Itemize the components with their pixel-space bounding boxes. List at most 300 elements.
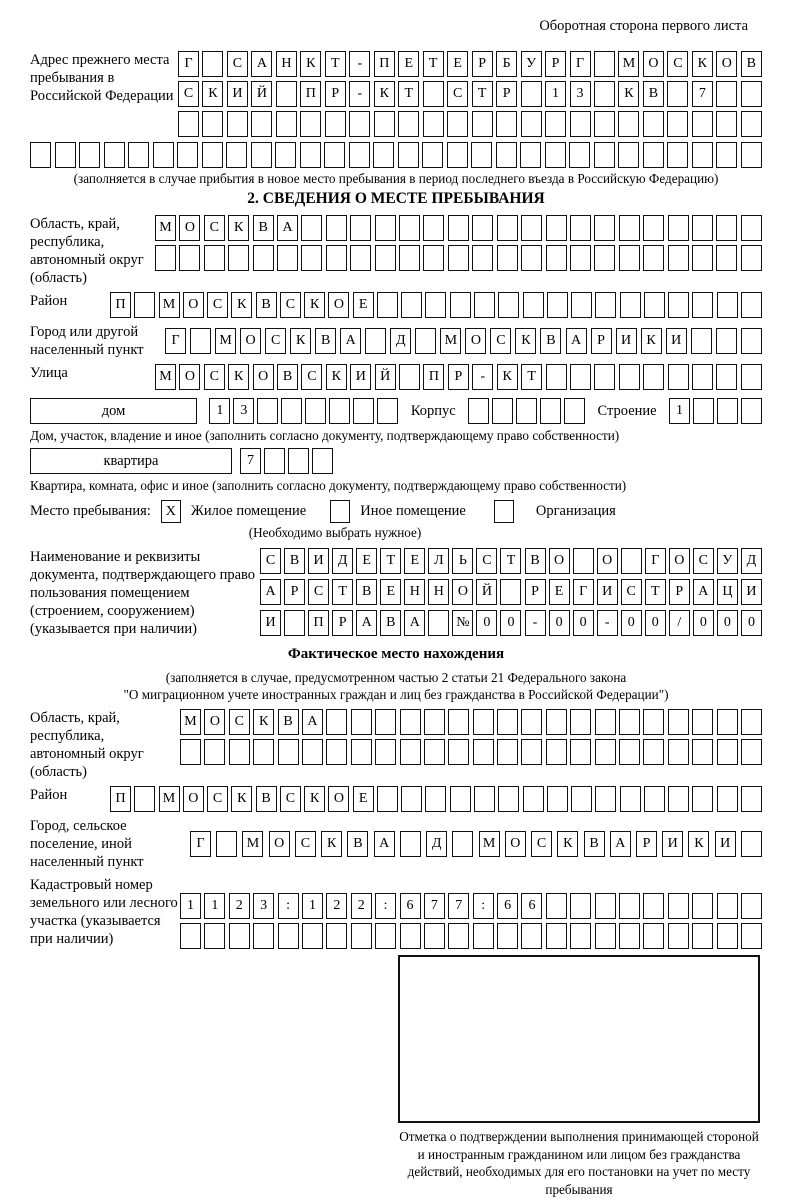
char-cell[interactable]	[202, 111, 223, 137]
char-cell[interactable]: С	[621, 579, 642, 605]
char-cell[interactable]: О	[328, 786, 349, 812]
char-cell[interactable]	[300, 111, 321, 137]
char-cell[interactable]: Р	[325, 81, 346, 107]
char-cell[interactable]: В	[525, 548, 546, 574]
char-cell[interactable]: С	[207, 292, 228, 318]
char-cell[interactable]	[621, 548, 642, 574]
char-cell[interactable]: К	[618, 81, 639, 107]
char-cell[interactable]	[667, 81, 688, 107]
char-cell[interactable]	[471, 142, 492, 168]
char-cell[interactable]: Т	[472, 81, 493, 107]
char-cell[interactable]	[375, 245, 396, 271]
char-cell[interactable]	[619, 739, 640, 765]
char-cell[interactable]: Т	[423, 51, 444, 77]
char-cell[interactable]	[128, 142, 149, 168]
char-cell[interactable]: С	[490, 328, 511, 354]
char-cell[interactable]: Р	[332, 610, 353, 636]
char-cell[interactable]: -	[472, 364, 493, 390]
char-cell[interactable]: А	[277, 215, 298, 241]
char-cell[interactable]: П	[374, 51, 395, 77]
char-cell[interactable]	[692, 786, 713, 812]
char-cell[interactable]: Г	[190, 831, 211, 857]
char-cell[interactable]	[716, 245, 737, 271]
char-cell[interactable]	[594, 245, 615, 271]
char-cell[interactable]: О	[597, 548, 618, 574]
char-cell[interactable]	[227, 111, 248, 137]
char-cell[interactable]	[301, 215, 322, 241]
char-cell[interactable]	[497, 245, 518, 271]
char-cell[interactable]: О	[716, 51, 737, 77]
char-cell[interactable]	[253, 739, 274, 765]
char-cell[interactable]	[570, 893, 591, 919]
char-cell[interactable]: М	[180, 709, 201, 735]
char-cell[interactable]: С	[280, 786, 301, 812]
char-cell[interactable]	[546, 215, 567, 241]
char-cell[interactable]: Д	[390, 328, 411, 354]
char-cell[interactable]: М	[242, 831, 263, 857]
char-cell[interactable]: Г	[570, 51, 591, 77]
char-cell[interactable]: И	[350, 364, 371, 390]
char-cell[interactable]: 0	[476, 610, 497, 636]
char-cell[interactable]: И	[666, 328, 687, 354]
char-cell[interactable]	[692, 245, 713, 271]
char-cell[interactable]	[375, 215, 396, 241]
char-cell[interactable]	[425, 292, 446, 318]
char-cell[interactable]	[324, 142, 345, 168]
char-cell[interactable]: Т	[398, 81, 419, 107]
char-cell[interactable]	[619, 215, 640, 241]
char-cell[interactable]: Й	[251, 81, 272, 107]
char-cell[interactable]	[741, 831, 762, 857]
char-cell[interactable]: С	[204, 364, 225, 390]
char-cell[interactable]: О	[183, 292, 204, 318]
char-cell[interactable]: 1	[302, 893, 323, 919]
char-cell[interactable]: М	[155, 364, 176, 390]
char-cell[interactable]: С	[229, 709, 250, 735]
char-cell[interactable]	[492, 398, 513, 424]
char-cell[interactable]: Е	[353, 786, 374, 812]
char-cell[interactable]	[521, 111, 542, 137]
char-cell[interactable]	[564, 398, 585, 424]
char-cell[interactable]	[180, 923, 201, 949]
char-cell[interactable]: К	[304, 786, 325, 812]
char-cell[interactable]	[468, 398, 489, 424]
char-cell[interactable]	[741, 893, 762, 919]
char-cell[interactable]: К	[202, 81, 223, 107]
char-cell[interactable]: С	[308, 579, 329, 605]
char-cell[interactable]	[447, 142, 468, 168]
char-cell[interactable]	[692, 111, 713, 137]
char-cell[interactable]: К	[228, 215, 249, 241]
char-cell[interactable]: М	[618, 51, 639, 77]
char-cell[interactable]: Р	[496, 81, 517, 107]
char-cell[interactable]	[422, 142, 443, 168]
char-cell[interactable]	[546, 709, 567, 735]
char-cell[interactable]	[472, 245, 493, 271]
char-cell[interactable]: И	[741, 579, 762, 605]
char-cell[interactable]: Р	[669, 579, 690, 605]
char-cell[interactable]	[716, 81, 737, 107]
char-cell[interactable]	[104, 142, 125, 168]
char-cell[interactable]	[253, 245, 274, 271]
char-cell[interactable]	[450, 292, 471, 318]
char-cell[interactable]	[545, 142, 566, 168]
char-cell[interactable]: №	[452, 610, 473, 636]
char-cell[interactable]: 1	[204, 893, 225, 919]
char-cell[interactable]	[668, 923, 689, 949]
char-cell[interactable]: О	[549, 548, 570, 574]
char-cell[interactable]: О	[253, 364, 274, 390]
char-cell[interactable]: М	[440, 328, 461, 354]
char-cell[interactable]	[190, 328, 211, 354]
char-cell[interactable]	[251, 142, 272, 168]
char-cell[interactable]	[619, 364, 640, 390]
char-cell[interactable]	[351, 923, 372, 949]
char-cell[interactable]: В	[741, 51, 762, 77]
char-cell[interactable]	[619, 709, 640, 735]
char-cell[interactable]	[570, 215, 591, 241]
char-cell[interactable]	[153, 142, 174, 168]
char-cell[interactable]	[257, 398, 278, 424]
char-cell[interactable]: Н	[404, 579, 425, 605]
char-cell[interactable]: К	[300, 51, 321, 77]
char-cell[interactable]: К	[326, 364, 347, 390]
char-cell[interactable]: 6	[521, 893, 542, 919]
char-cell[interactable]: 0	[693, 610, 714, 636]
char-cell[interactable]	[452, 831, 473, 857]
char-cell[interactable]: С	[260, 548, 281, 574]
char-cell[interactable]	[741, 142, 762, 168]
char-cell[interactable]	[400, 923, 421, 949]
char-cell[interactable]	[643, 215, 664, 241]
char-cell[interactable]: Д	[332, 548, 353, 574]
char-cell[interactable]	[594, 142, 615, 168]
char-cell[interactable]	[523, 786, 544, 812]
char-cell[interactable]: П	[110, 292, 131, 318]
char-cell[interactable]	[177, 142, 198, 168]
char-cell[interactable]: И	[260, 610, 281, 636]
char-cell[interactable]: Й	[375, 364, 396, 390]
char-cell[interactable]	[497, 923, 518, 949]
char-cell[interactable]	[204, 739, 225, 765]
char-cell[interactable]: Т	[645, 579, 666, 605]
char-cell[interactable]: -	[349, 51, 370, 77]
char-cell[interactable]: В	[278, 709, 299, 735]
char-cell[interactable]	[448, 923, 469, 949]
char-cell[interactable]: В	[256, 292, 277, 318]
char-cell[interactable]	[278, 923, 299, 949]
char-cell[interactable]: М	[215, 328, 236, 354]
char-cell[interactable]: К	[231, 786, 252, 812]
char-cell[interactable]: 7	[424, 893, 445, 919]
char-cell[interactable]: М	[159, 786, 180, 812]
char-cell[interactable]: Р	[591, 328, 612, 354]
char-cell[interactable]	[545, 111, 566, 137]
char-cell[interactable]: А	[260, 579, 281, 605]
char-cell[interactable]	[692, 292, 713, 318]
char-cell[interactable]: Р	[525, 579, 546, 605]
char-cell[interactable]	[717, 292, 738, 318]
char-cell[interactable]: Т	[380, 548, 401, 574]
char-cell[interactable]: :	[473, 893, 494, 919]
char-cell[interactable]	[423, 215, 444, 241]
char-cell[interactable]	[594, 215, 615, 241]
char-cell[interactable]	[691, 328, 712, 354]
char-cell[interactable]	[473, 709, 494, 735]
char-cell[interactable]: П	[423, 364, 444, 390]
char-cell[interactable]: Б	[496, 51, 517, 77]
char-cell[interactable]: 0	[741, 610, 762, 636]
char-cell[interactable]: К	[515, 328, 536, 354]
char-cell[interactable]: 6	[400, 893, 421, 919]
char-cell[interactable]	[668, 364, 689, 390]
char-cell[interactable]	[312, 448, 333, 474]
char-cell[interactable]	[326, 709, 347, 735]
char-cell[interactable]	[473, 739, 494, 765]
char-cell[interactable]: К	[321, 831, 342, 857]
char-cell[interactable]	[448, 245, 469, 271]
char-cell[interactable]	[401, 786, 422, 812]
char-cell[interactable]: В	[347, 831, 368, 857]
char-cell[interactable]: Н	[276, 51, 297, 77]
char-cell[interactable]: С	[207, 786, 228, 812]
char-cell[interactable]: Е	[353, 292, 374, 318]
char-cell[interactable]: О	[183, 786, 204, 812]
char-cell[interactable]: С	[693, 548, 714, 574]
char-cell[interactable]	[741, 111, 762, 137]
char-cell[interactable]: И	[715, 831, 736, 857]
char-cell[interactable]: -	[525, 610, 546, 636]
char-cell[interactable]	[643, 923, 664, 949]
char-cell[interactable]: О	[269, 831, 290, 857]
char-cell[interactable]	[716, 142, 737, 168]
char-cell[interactable]	[448, 215, 469, 241]
char-cell[interactable]	[595, 923, 616, 949]
char-cell[interactable]: К	[304, 292, 325, 318]
char-cell[interactable]: Д	[741, 548, 762, 574]
char-cell[interactable]: Г	[165, 328, 186, 354]
char-cell[interactable]	[619, 245, 640, 271]
char-cell[interactable]: Т	[325, 51, 346, 77]
char-cell[interactable]	[300, 142, 321, 168]
char-cell[interactable]	[228, 245, 249, 271]
char-cell[interactable]	[351, 709, 372, 735]
char-cell[interactable]: 1	[669, 398, 690, 424]
char-cell[interactable]: Т	[500, 548, 521, 574]
char-cell[interactable]	[134, 292, 155, 318]
char-cell[interactable]: В	[643, 81, 664, 107]
char-cell[interactable]	[570, 245, 591, 271]
char-cell[interactable]: С	[667, 51, 688, 77]
char-cell[interactable]: К	[290, 328, 311, 354]
char-cell[interactable]	[474, 786, 495, 812]
char-cell[interactable]	[594, 81, 615, 107]
char-cell[interactable]	[570, 111, 591, 137]
char-cell[interactable]: О	[179, 215, 200, 241]
char-cell[interactable]: А	[374, 831, 395, 857]
char-cell[interactable]	[668, 709, 689, 735]
char-cell[interactable]: С	[301, 364, 322, 390]
char-cell[interactable]: Р	[448, 364, 469, 390]
char-cell[interactable]: У	[717, 548, 738, 574]
char-cell[interactable]	[618, 142, 639, 168]
char-cell[interactable]	[55, 142, 76, 168]
char-cell[interactable]	[229, 739, 250, 765]
char-cell[interactable]	[398, 111, 419, 137]
char-cell[interactable]	[619, 923, 640, 949]
char-cell[interactable]	[667, 111, 688, 137]
char-cell[interactable]: Е	[356, 548, 377, 574]
char-cell[interactable]	[350, 215, 371, 241]
char-cell[interactable]	[349, 142, 370, 168]
char-cell[interactable]	[375, 923, 396, 949]
char-cell[interactable]	[692, 142, 713, 168]
char-cell[interactable]	[668, 215, 689, 241]
char-cell[interactable]: Е	[447, 51, 468, 77]
char-cell[interactable]	[570, 709, 591, 735]
char-cell[interactable]: Ь	[452, 548, 473, 574]
char-cell[interactable]: С	[265, 328, 286, 354]
char-cell[interactable]: К	[688, 831, 709, 857]
char-cell[interactable]	[423, 111, 444, 137]
char-cell[interactable]: С	[280, 292, 301, 318]
char-cell[interactable]: Е	[404, 548, 425, 574]
char-cell[interactable]	[448, 739, 469, 765]
char-cell[interactable]: П	[308, 610, 329, 636]
char-cell[interactable]: С	[447, 81, 468, 107]
char-cell[interactable]	[516, 398, 537, 424]
char-cell[interactable]	[595, 893, 616, 919]
char-cell[interactable]	[643, 245, 664, 271]
char-cell[interactable]	[643, 364, 664, 390]
char-cell[interactable]	[668, 786, 689, 812]
char-cell[interactable]	[619, 893, 640, 919]
char-cell[interactable]	[693, 398, 714, 424]
char-cell[interactable]: 7	[448, 893, 469, 919]
char-cell[interactable]	[717, 398, 738, 424]
char-cell[interactable]: 0	[645, 610, 666, 636]
char-cell[interactable]	[546, 923, 567, 949]
char-cell[interactable]	[326, 923, 347, 949]
char-cell[interactable]: Й	[476, 579, 497, 605]
char-cell[interactable]: С	[531, 831, 552, 857]
char-cell[interactable]: И	[308, 548, 329, 574]
char-cell[interactable]	[216, 831, 237, 857]
char-cell[interactable]	[594, 111, 615, 137]
char-cell[interactable]	[202, 51, 223, 77]
char-cell[interactable]: Е	[549, 579, 570, 605]
char-cell[interactable]	[595, 786, 616, 812]
char-cell[interactable]	[284, 610, 305, 636]
char-cell[interactable]	[716, 364, 737, 390]
char-cell[interactable]: 0	[500, 610, 521, 636]
char-cell[interactable]	[450, 786, 471, 812]
char-cell[interactable]	[428, 610, 449, 636]
char-cell[interactable]: 6	[497, 893, 518, 919]
char-cell[interactable]: 1	[180, 893, 201, 919]
char-cell[interactable]: О	[643, 51, 664, 77]
char-cell[interactable]	[374, 111, 395, 137]
char-cell[interactable]: М	[479, 831, 500, 857]
char-cell[interactable]	[377, 398, 398, 424]
char-cell[interactable]	[155, 245, 176, 271]
char-cell[interactable]	[716, 328, 737, 354]
char-cell[interactable]: Т	[521, 364, 542, 390]
char-cell[interactable]: Т	[332, 579, 353, 605]
char-cell[interactable]: К	[228, 364, 249, 390]
char-cell[interactable]	[620, 786, 641, 812]
char-cell[interactable]: 7	[692, 81, 713, 107]
char-cell[interactable]	[594, 364, 615, 390]
char-cell[interactable]	[305, 398, 326, 424]
char-cell[interactable]: О	[669, 548, 690, 574]
char-cell[interactable]: 3	[570, 81, 591, 107]
char-cell[interactable]	[741, 215, 762, 241]
char-cell[interactable]: О	[505, 831, 526, 857]
char-cell[interactable]	[204, 923, 225, 949]
char-cell[interactable]	[474, 292, 495, 318]
char-cell[interactable]	[178, 111, 199, 137]
char-cell[interactable]	[741, 364, 762, 390]
char-cell[interactable]	[547, 786, 568, 812]
char-cell[interactable]	[229, 923, 250, 949]
char-cell[interactable]	[277, 245, 298, 271]
char-cell[interactable]: К	[497, 364, 518, 390]
char-cell[interactable]	[278, 739, 299, 765]
char-cell[interactable]: О	[328, 292, 349, 318]
char-cell[interactable]	[643, 709, 664, 735]
char-cell[interactable]: 0	[573, 610, 594, 636]
char-cell[interactable]	[717, 923, 738, 949]
char-cell[interactable]	[253, 923, 274, 949]
char-cell[interactable]: -	[349, 81, 370, 107]
char-cell[interactable]	[399, 245, 420, 271]
char-cell[interactable]	[399, 364, 420, 390]
char-cell[interactable]	[302, 923, 323, 949]
char-cell[interactable]	[540, 398, 561, 424]
char-cell[interactable]	[496, 142, 517, 168]
char-cell[interactable]: В	[540, 328, 561, 354]
char-cell[interactable]	[399, 215, 420, 241]
char-cell[interactable]	[570, 923, 591, 949]
char-cell[interactable]	[717, 893, 738, 919]
char-cell[interactable]	[595, 739, 616, 765]
char-cell[interactable]	[281, 398, 302, 424]
char-cell[interactable]	[716, 215, 737, 241]
stay-type-checkbox-organization[interactable]	[494, 500, 514, 523]
char-cell[interactable]	[692, 215, 713, 241]
char-cell[interactable]: В	[277, 364, 298, 390]
char-cell[interactable]: :	[375, 893, 396, 919]
char-cell[interactable]: П	[300, 81, 321, 107]
char-cell[interactable]	[500, 579, 521, 605]
char-cell[interactable]	[546, 739, 567, 765]
char-cell[interactable]: 0	[717, 610, 738, 636]
char-cell[interactable]	[497, 709, 518, 735]
char-cell[interactable]: 2	[351, 893, 372, 919]
char-cell[interactable]	[276, 111, 297, 137]
char-cell[interactable]	[741, 739, 762, 765]
char-cell[interactable]	[569, 142, 590, 168]
char-cell[interactable]	[620, 292, 641, 318]
char-cell[interactable]	[202, 142, 223, 168]
char-cell[interactable]	[521, 81, 542, 107]
char-cell[interactable]	[741, 328, 762, 354]
char-cell[interactable]: С	[204, 215, 225, 241]
char-cell[interactable]	[692, 739, 713, 765]
char-cell[interactable]	[329, 398, 350, 424]
char-cell[interactable]	[741, 923, 762, 949]
